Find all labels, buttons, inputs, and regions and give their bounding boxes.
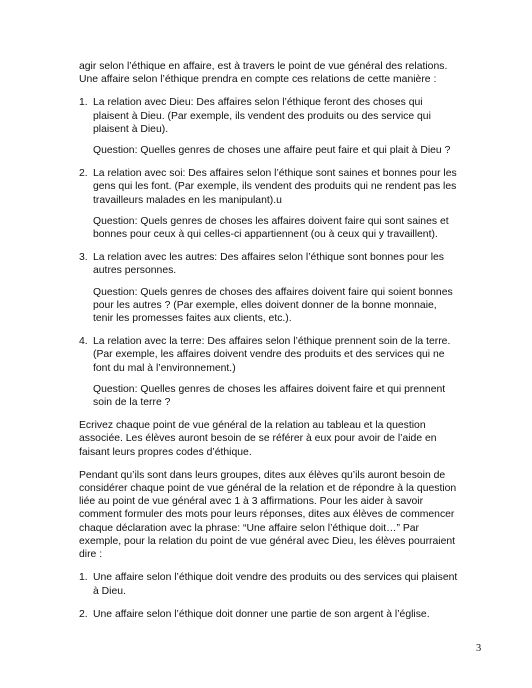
relation-question: Question: Quels genres de choses les affaires doivent faire qui sont saines et bonnes pour ceux à qui celles-ci appartiennent (ou à ceux qui y travaillent).: [93, 215, 449, 241]
list-number: 2.: [79, 168, 88, 180]
relations-list: [79, 96, 459, 409]
example-text: Une affaire selon l’éthique doit donner une partie de son argent à l’église.: [93, 608, 430, 620]
page-number: 3: [476, 643, 482, 654]
relation-text: La relation avec soi: Des affaires selon l’éthique sont saines et bonnes pour les gens qui les font. (Par exemple, ils vendent des produits qui ne rendent pas les travailleurs malades en les manipulant).u: [93, 168, 457, 206]
list-number: 3.: [79, 252, 88, 264]
list-number: 1.: [79, 97, 88, 109]
intro-paragraph: agir selon l’éthique en affaire, est à travers le point de vue général des relations. Une affaire selon l’éthique prendra en compte ces relations de cette manière :: [79, 61, 448, 86]
list-number: 4.: [79, 336, 88, 348]
relation-text: La relation avec la terre: Des affaires selon l’éthique prennent soin de la terre. (Par exemple, les affaires doivent vendre des produits et des services qui ne font du mal à l’environnement.): [93, 336, 451, 374]
write-on-board-paragraph: Ecrivez chaque point de vue général de la relation au tableau et la question associée. Les élèves auront besoin de se référer à eux pour avoir de l’aide en faisant leurs propres codes d’éthique.: [79, 420, 437, 458]
relation-question: Question: Quels genres de choses des affaires doivent faire qui soient bonnes pour les autres ? (Par exemple, elles doivent donner de la bonne monnaie, tenir les promesses faites aux clients, etc.).: [93, 286, 453, 325]
example-item: [79, 608, 459, 621]
page-content: [79, 60, 459, 631]
relation-question: Question: Quelles genres de choses les affaires doivent faire et qui prennent soin de la terre ?: [93, 383, 446, 409]
relation-text: La relation avec Dieu: Des affaires selon l’éthique feront des choses qui plaisent à Dieu. (Par exemple, ils vendent des produits ou des service qui plaisent à Dieu).: [93, 97, 431, 135]
relation-item-others: [79, 251, 459, 325]
relation-item-self: [79, 167, 459, 241]
list-number: 2.: [79, 608, 88, 620]
relation-text: La relation avec les autres: Des affaires selon l’éthique sont bonnes pour les autres personnes.: [93, 252, 444, 277]
example-text: Une affaire selon l’éthique doit vendre des produits ou des services qui plaisent à Dieu.: [93, 572, 458, 597]
relation-item-god: [79, 96, 459, 157]
example-item: [79, 571, 459, 597]
groups-instructions-paragraph: Pendant qu’ils sont dans leurs groupes, dites aux élèves qu’ils auront besoin de considérer chaque point de vue général de la relation et de répondre à la question liée au point de vue général avec 1 à 3 affirmations. Pour les aider à savoir comment formuler des mots pour leurs réponses, dites aux élèves de commencer chaque déclaration avec la phrase: “Une affaire selon l’éthique doit…” Par exemple, pour la relation du point de vue général avec Dieu, les élèves pourraient dire :: [79, 469, 457, 561]
relation-item-earth: [79, 335, 459, 409]
relation-question: Question: Quelles genres de choses une affaire peut faire et qui plait à Dieu ?: [93, 145, 451, 157]
examples-list: [79, 571, 459, 621]
list-number: 1.: [79, 572, 88, 584]
